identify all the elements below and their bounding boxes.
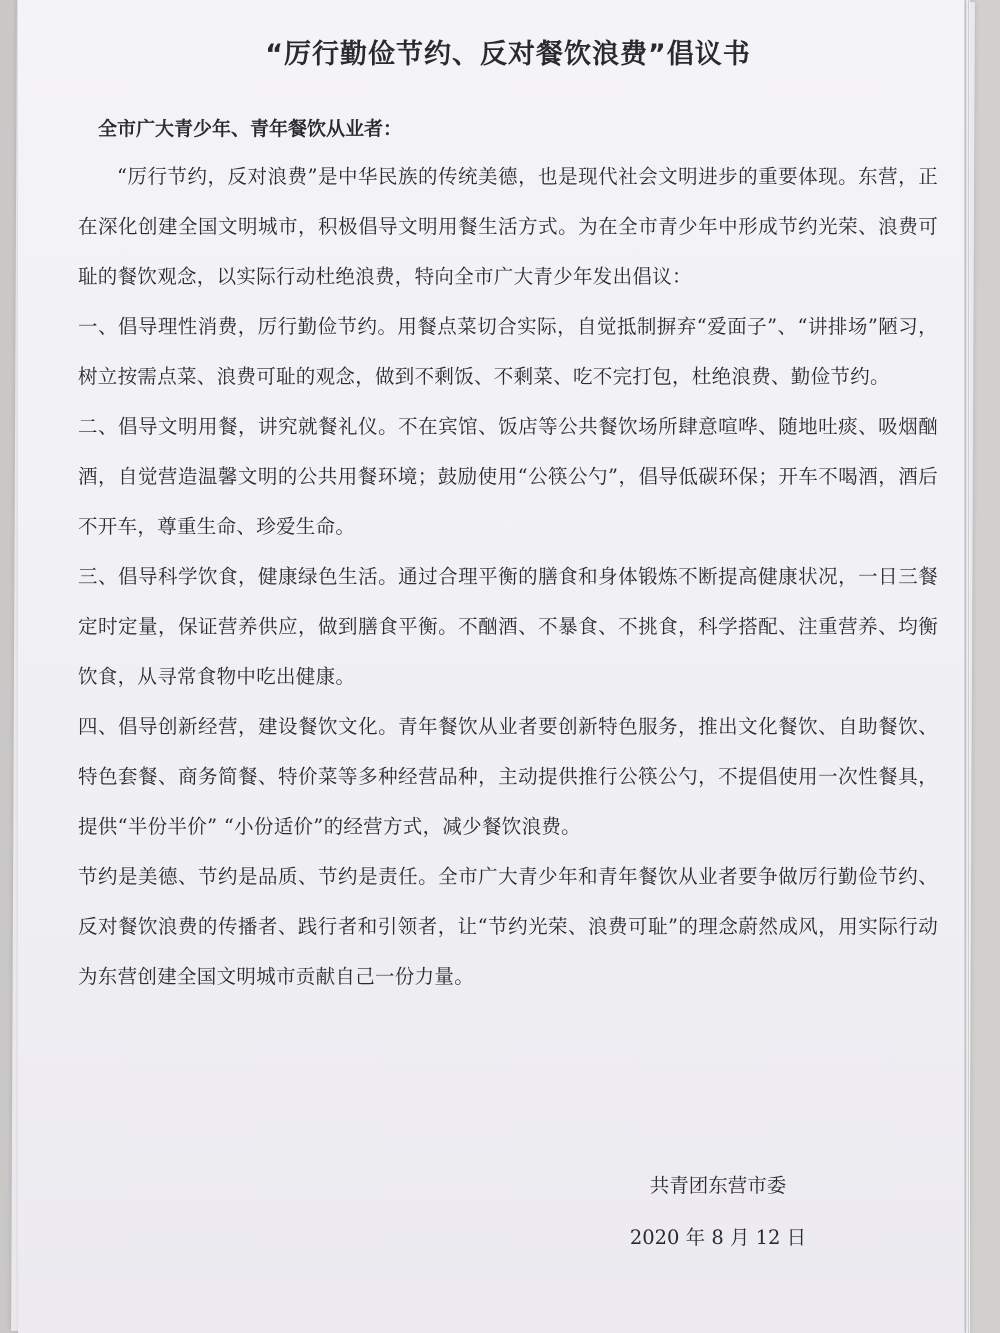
salutation: 全市广大青少年、青年餐饮从业者：	[98, 118, 403, 140]
document-body	[78, 152, 938, 1002]
signature-organization: 共青团东营市委	[649, 1174, 787, 1197]
closing-paragraph: 节约是美德、节约是品质、节约是责任。全市广大青少年和青年餐饮从业者要争做厉行勤俭节约、反对餐饮浪费的传播者、践行者和引领者，让“节约光荣、浪费可耻”的理念蔚然成风，用实际行动为东营创建全国文明城市贡献自己一份力量。	[78, 865, 938, 988]
document-sheet	[18, 0, 964, 1333]
proposal-item-3: 三、倡导科学饮食，健康绿色生活。通过合理平衡的膳食和身体锻炼不断提高健康状况，一日三餐定时定量，保证营养供应，做到膳食平衡。不酗酒、不暴食、不挑食，科学搭配、注重营养、均衡饮食，从寻常食物中吃出健康。	[78, 565, 938, 688]
signature-date: 2020 年 8 月 12 日	[629, 1226, 807, 1249]
proposal-item-1: 一、倡导理性消费，厉行勤俭节约。用餐点菜切合实际，自觉抵制摒弃“爱面子”、“讲排场”陋习，树立按需点菜、浪费可耻的观念，做到不剩饭、不剩菜、吃不完打包，杜绝浪费、勤俭节约。	[78, 315, 938, 388]
document-title: “厉行勤俭节约、反对餐饮浪费”倡议书	[265, 39, 751, 70]
proposal-item-2: 二、倡导文明用餐，讲究就餐礼仪。不在宾馆、饭店等公共餐饮场所肆意喧哗、随地吐痰、吸烟酗酒，自觉营造温馨文明的公共用餐环境；鼓励使用“公筷公勺”，倡导低碳环保；开车不喝酒，酒后不开车，尊重生命、珍爱生命。	[78, 415, 938, 538]
proposal-item-4: 四、倡导创新经营，建设餐饮文化。青年餐饮从业者要创新特色服务，推出文化餐饮、自助餐饮、特色套餐、商务简餐、特价菜等多种经营品种，主动提供推行公筷公勺，不提倡使用一次性餐具，提供“半份半价” “小份适价”的经营方式，减少餐饮浪费。	[78, 715, 938, 838]
intro-paragraph: “厉行节约，反对浪费”是中华民族的传统美德，也是现代社会文明进步的重要体现。东营，正在深化创建全国文明城市，积极倡导文明用餐生活方式。为在全市青少年中形成节约光荣、浪费可耻的餐饮观念，以实际行动杜绝浪费，特向全市广大青少年发出倡议：	[78, 165, 938, 288]
signature-block	[618, 1160, 818, 1264]
